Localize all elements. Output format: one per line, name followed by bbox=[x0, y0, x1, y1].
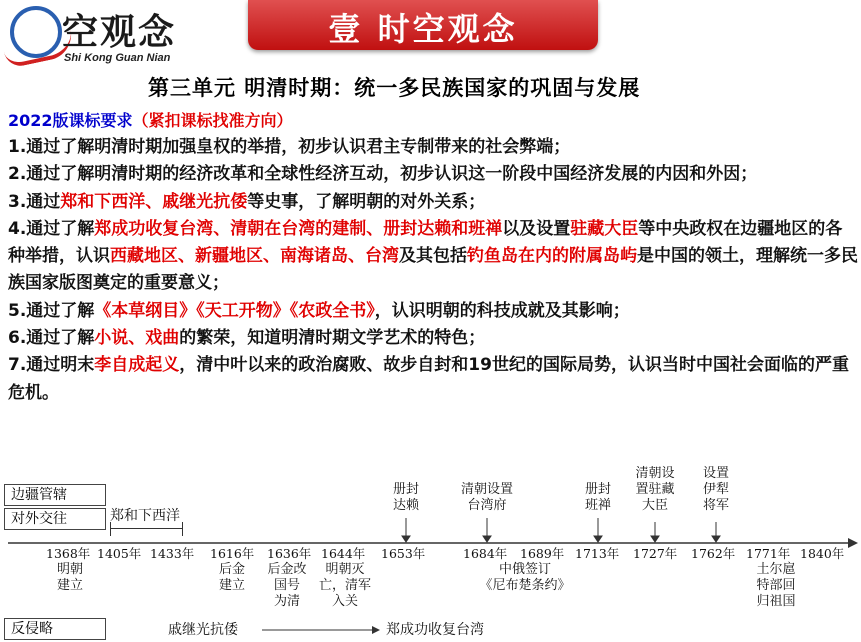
requirement-item-7 bbox=[8, 352, 858, 407]
axis-arrow-icon bbox=[848, 538, 858, 548]
item-text: 3.通过 bbox=[8, 191, 61, 212]
item-text: 等史事，了解明朝的对外关系； bbox=[247, 191, 486, 212]
title-banner bbox=[248, 0, 598, 50]
year-1727: 1727年 bbox=[633, 546, 678, 561]
arrow-1684 bbox=[483, 536, 491, 542]
year-1653: 1653年 bbox=[381, 546, 426, 561]
year-1840: 1840年 bbox=[800, 546, 845, 561]
year-1405: 1405年 bbox=[97, 546, 142, 561]
requirement-item-2: 2.通过了解明清时期的经济改革和全球性经济互动，初步认识这一阶段中国经济发展的内因和外因； bbox=[8, 164, 758, 185]
requirement-item-1: 1.通过了解明清时期加强皇权的举措，初步认识君主专制带来的社会弊端； bbox=[8, 137, 571, 157]
item-highlight: 郑成功收复台湾、清朝在台湾的建制、册封达赖和班禅 bbox=[94, 218, 503, 239]
requirements-title: 2022版课标要求 bbox=[8, 111, 133, 130]
item-text: 的繁荣，知道明清时期文学艺术的特色； bbox=[179, 328, 486, 349]
event-1636: 后金改 国号 为清 bbox=[267, 562, 307, 609]
item-text: 5.通过了解 bbox=[8, 300, 95, 321]
year-1689: 1689年 bbox=[520, 546, 565, 561]
item-highlight: 郑和下西洋、戚继光抗倭 bbox=[60, 191, 248, 212]
item-text: 是中国的领土，理解统一多民族国家版图奠定的重要意义； bbox=[8, 246, 858, 294]
item-highlight: 钓鱼岛在内的附属岛屿 bbox=[467, 246, 637, 267]
event-1368: 明朝 建立 bbox=[56, 562, 83, 593]
event-1713: 册封 班禅 bbox=[584, 482, 611, 513]
year-1771: 1771年 bbox=[746, 546, 791, 561]
item-text: ，认识明朝的科技成就及其影响； bbox=[374, 300, 630, 321]
item-text: ，清中叶以来的政治腐败、故步自封和19世纪的国际局势，认识当时中国社会面临的严重危机。 bbox=[8, 355, 849, 403]
year-1636: 1636年 bbox=[267, 546, 312, 561]
requirement-item-4 bbox=[8, 216, 858, 298]
arrow-1653 bbox=[402, 536, 410, 542]
year-1433: 1433年 bbox=[150, 546, 195, 561]
logo-pinyin: Shi Kong Guan Nian bbox=[64, 52, 171, 64]
item-text: 及其包括 bbox=[399, 246, 467, 267]
item-highlight: 小说、戏曲 bbox=[94, 328, 180, 349]
year-1713: 1713年 bbox=[575, 546, 620, 561]
event-1689: 中俄签订 《尼布楚条约》 bbox=[479, 562, 571, 593]
item-text: 6.通过了解 bbox=[8, 328, 95, 349]
label-foreign-relations: 对外交往 bbox=[4, 508, 106, 530]
event-1616: 后金 建立 bbox=[218, 562, 245, 593]
resist-zheng-chenggong: 郑成功收复台湾 bbox=[386, 622, 484, 638]
label-border-control: 边疆管辖 bbox=[4, 484, 106, 506]
requirement-item-5 bbox=[8, 298, 858, 325]
year-1684: 1684年 bbox=[463, 546, 508, 561]
item-text: 以及设置 bbox=[502, 218, 571, 239]
item-highlight: 西藏地区、新疆地区、南海诸岛、台湾 bbox=[110, 246, 399, 267]
event-1684: 清朝设置 台湾府 bbox=[460, 482, 513, 513]
item-highlight: 《本草纲目》《天工开物》《农政全书》 bbox=[94, 300, 375, 321]
resist-qi-jiguang: 戚继光抗倭 bbox=[168, 622, 238, 638]
item-highlight: 驻藏大臣 bbox=[570, 218, 639, 239]
year-1616: 1616年 bbox=[210, 546, 255, 561]
requirement-list bbox=[8, 134, 858, 407]
arrow-1727 bbox=[651, 536, 659, 542]
item-text: 7.通过明末 bbox=[8, 355, 95, 376]
requirements-heading bbox=[8, 108, 293, 131]
logo-text: 空观念 bbox=[62, 11, 177, 53]
year-1644: 1644年 bbox=[321, 546, 366, 561]
event-1727: 清朝设 置驻藏 大臣 bbox=[635, 466, 675, 513]
event-1653: 册封 达赖 bbox=[392, 482, 419, 513]
unit-title: 第三单元 明清时期：统一多民族国家的巩固与发展 bbox=[148, 75, 641, 100]
event-1762: 设置 伊犁 将军 bbox=[702, 466, 729, 513]
year-1762: 1762年 bbox=[691, 546, 736, 561]
label-anti-aggression: 反侵略 bbox=[4, 618, 106, 640]
event-1644: 明朝灭 亡，清军 入关 bbox=[318, 562, 371, 609]
requirement-item-6 bbox=[8, 325, 858, 352]
resist-arrow-icon bbox=[372, 626, 380, 634]
voyage-label: 郑和下西洋 bbox=[110, 508, 180, 524]
banner-title: 壹 时空观念 bbox=[328, 10, 518, 48]
timeline bbox=[0, 466, 861, 642]
event-1771: 土尔扈 特部回 归祖国 bbox=[756, 562, 796, 609]
requirement-item-3 bbox=[8, 189, 858, 216]
logo bbox=[4, 2, 204, 72]
year-1368: 1368年 bbox=[46, 546, 91, 561]
requirements-subtitle: （紧扣课标找准方向） bbox=[132, 111, 293, 130]
arrow-1762 bbox=[712, 536, 720, 542]
item-highlight: 李自成起义 bbox=[94, 355, 180, 376]
item-text: 等中央政权在边疆地区的各种举措，认识 bbox=[8, 218, 843, 267]
item-text: 4.通过了解 bbox=[8, 218, 95, 239]
arrow-1713 bbox=[594, 536, 602, 542]
